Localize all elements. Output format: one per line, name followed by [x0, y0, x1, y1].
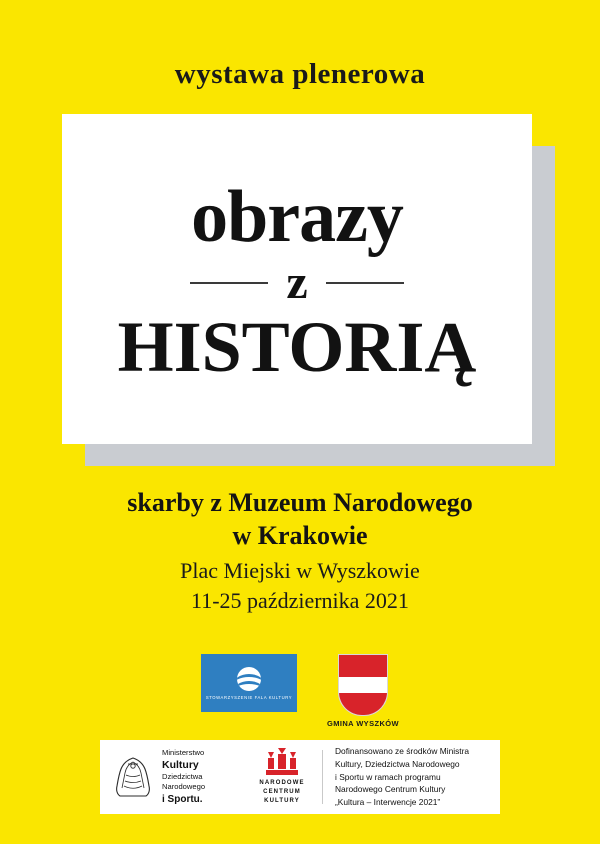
ministry-wordmark: [162, 748, 244, 806]
footer-divider: [322, 750, 323, 804]
event-place: Plac Miejski w Wyszkowie: [180, 558, 420, 583]
funding-line-1: Dofinansowano ze środków Ministra: [335, 746, 470, 757]
nck-logo: [254, 748, 310, 806]
title-connector-row: [62, 256, 532, 310]
funding-statement: [335, 745, 486, 808]
nck-wordmark: [259, 779, 304, 806]
ministry-line-4: Narodowego: [162, 782, 206, 792]
herb-band-top: [339, 655, 387, 677]
funding-line-4: Narodowego Centrum Kultury: [335, 784, 446, 795]
event-dates: 11-25 października 2021: [191, 588, 409, 614]
title-line-2: HISTORIĄ: [117, 307, 477, 388]
nck-line-2: CENTRUM: [263, 789, 301, 795]
herb-band-bottom: [339, 693, 387, 715]
sponsor-logos-row: [0, 654, 600, 728]
nck-line-1: NARODOWE: [259, 780, 305, 786]
herb-band-middle: [339, 677, 387, 693]
polish-eagle-icon: [114, 755, 152, 799]
fala-kultury-logo: [201, 654, 297, 712]
funding-line-3: i Sportu w ramach programu: [335, 771, 441, 782]
ministry-line-1: Ministerstwo: [162, 747, 205, 757]
crown-icon: [263, 748, 301, 776]
funding-line-5: „Kultura – Interwencje 2021”: [335, 796, 441, 807]
rule-right-icon: [326, 282, 404, 284]
title-connector: z: [286, 256, 308, 310]
gmina-wyszkow-logo: [327, 654, 399, 728]
subtitle-line-2: w Krakowie: [232, 521, 368, 551]
funding-line-2: Kultury, Dziedzictwa Narodowego: [335, 759, 460, 770]
coat-of-arms-icon: [338, 654, 388, 716]
wave-icon: [237, 667, 261, 691]
title-card: [62, 114, 532, 444]
kicker-text: wystawa plenerowa: [174, 58, 426, 90]
rule-left-icon: [190, 282, 268, 284]
subtitle: [0, 486, 600, 553]
fala-kultury-caption: STOWARZYSZENIE FALA KULTURY: [205, 694, 293, 700]
footer-bar: [100, 740, 500, 814]
event-details: [0, 556, 600, 617]
ministry-line-3: Dziedzictwa: [162, 772, 203, 782]
title-line-1: obrazy: [191, 175, 403, 258]
gmina-wyszkow-caption: GMINA WYSZKÓW: [327, 719, 399, 728]
ministry-line-2: Kultury: [162, 759, 199, 772]
nck-line-3: KULTURY: [264, 798, 300, 804]
ministry-line-5: i Sportu.: [162, 793, 203, 805]
subtitle-line-1: skarby z Muzeum Narodowego: [127, 488, 473, 517]
